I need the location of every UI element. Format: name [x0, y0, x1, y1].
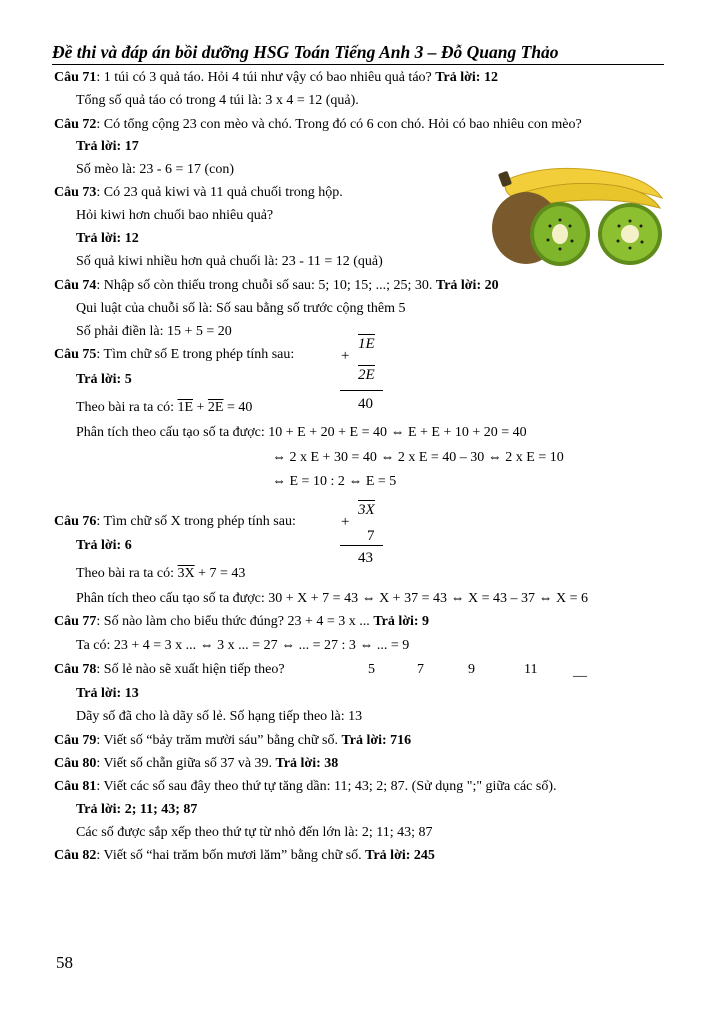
solution-74-rule: Qui luật của chuỗi số là: Số sau bằng số trước cộng thêm 5: [76, 301, 406, 316]
column-75-addend-2: 2E: [358, 367, 375, 383]
answer-73: Trả lời: 12: [76, 231, 139, 246]
sequence-item: 7: [417, 662, 424, 677]
column-76-addend-1: 3X: [358, 502, 375, 518]
solution-77: Ta có: 23 + 4 = 3 x ... ⇔ 3 x ... = 27 ⇔ ... = 27 : 3 ⇔ ... = 9: [76, 638, 410, 653]
answer-81: Trả lời: 2; 11; 43; 87: [76, 802, 198, 817]
question-81: Câu 81: Viết các số sau đây theo thứ tự tăng dần: 11; 43; 2; 87. (Sử dụng ";" giữa các số).: [54, 779, 557, 794]
sequence-blank: __: [573, 664, 587, 679]
solution-72: Số mèo là: 23 - 6 = 17 (con): [76, 162, 234, 177]
column-75-plus: +: [340, 348, 351, 364]
solution-75-step-2: ⇔ 2 x E + 30 = 40 ⇔ 2 x E = 40 – 30 ⇔ 2 x E = 10: [272, 450, 564, 465]
column-76-result: 43: [358, 550, 373, 566]
banana-and-kiwi-photo: [488, 164, 666, 268]
answer-75: Trả lời: 5: [76, 372, 132, 387]
question-71: Câu 71: 1 túi có 3 quả táo. Hỏi 4 túi như vậy có bao nhiêu quả táo? Trả lời: 12: [54, 70, 498, 85]
sequence-item: 11: [524, 662, 538, 677]
column-75-rule: [340, 390, 383, 391]
solution-75-step-3: ⇔ E = 10 : 2 ⇔ E = 5: [272, 474, 397, 489]
solution-74: Số phải điền là: 15 + 5 = 20: [76, 324, 232, 339]
question-73-line2: Hỏi kiwi hơn chuối bao nhiêu quả?: [76, 208, 274, 223]
question-82: Câu 82: Viết số “hai trăm bốn mươi lăm” bằng chữ số. Trả lời: 245: [54, 848, 435, 863]
question-72: Câu 72: Có tổng cộng 23 con mèo và chó. Trong đó có 6 con chó. Hỏi có bao nhiêu con mèo?: [54, 117, 582, 132]
sequence-item: 5: [368, 662, 375, 677]
question-76: Câu 76: Tìm chữ số X trong phép tính sau:: [54, 514, 296, 529]
question-80: Câu 80: Viết số chẵn giữa số 37 và 39. Trả lời: 38: [54, 756, 339, 771]
question-79: Câu 79: Viết số “bảy trăm mười sáu” bằng chữ số. Trả lời: 716: [54, 733, 412, 748]
sequence-item: 9: [468, 662, 475, 677]
page-number: 58: [56, 953, 73, 972]
solution-76-setup: Theo bài ra ta có: 3X + 7 = 43: [76, 566, 246, 581]
column-75-result: 40: [358, 396, 373, 412]
solution-78: Dãy số đã cho là dãy số lẻ. Số hạng tiếp theo là: 13: [76, 709, 363, 724]
question-78: Câu 78: Số lẻ nào sẽ xuất hiện tiếp theo?: [54, 662, 285, 677]
question-74: Câu 74: Nhập số còn thiếu trong chuỗi số sau: 5; 10; 15; ...; 25; 30. Trả lời: 20: [54, 278, 499, 293]
column-76-rule: [340, 545, 383, 546]
answer-72: Trả lời: 17: [76, 139, 139, 154]
solution-75-step-1: Phân tích theo cấu tạo số ta được: 10 + E + 20 + E = 40 ⇔ E + E + 10 + 20 = 40: [76, 425, 527, 440]
column-75-addend-1: 1E: [358, 336, 375, 352]
answer-78: Trả lời: 13: [76, 686, 139, 701]
question-75: Câu 75: Tìm chữ số E trong phép tính sau:: [54, 347, 295, 362]
solution-76: Phân tích theo cấu tạo số ta được: 30 + X + 7 = 43 ⇔ X + 37 = 43 ⇔ X = 43 – 37 ⇔ X = 6: [76, 591, 588, 606]
solution-71: Tổng số quả táo có trong 4 túi là: 3 x 4 = 12 (quả).: [76, 93, 359, 108]
column-76-addend-2: 7: [367, 528, 375, 544]
solution-73: Số quả kiwi nhiều hơn quả chuối là: 23 - 11 = 12 (quả): [76, 254, 383, 269]
question-73: Câu 73: Có 23 quả kiwi và 11 quả chuối trong hộp.: [54, 185, 343, 200]
solution-81: Các số được sắp xếp theo thứ tự từ nhỏ đến lớn là: 2; 11; 43; 87: [76, 825, 433, 840]
column-76-plus: +: [340, 514, 351, 530]
page-header: Đề thi và đáp án bồi dưỡng HSG Toán Tiếng Anh 3 – Đỗ Quang Thảo: [52, 40, 664, 65]
solution-75-setup: Theo bài ra ta có: 1E + 2E = 40: [76, 400, 253, 415]
question-77: Câu 77: Số nào làm cho biểu thức đúng? 23 + 4 = 3 x ... Trả lời: 9: [54, 614, 430, 629]
answer-76: Trả lời: 6: [76, 538, 132, 553]
